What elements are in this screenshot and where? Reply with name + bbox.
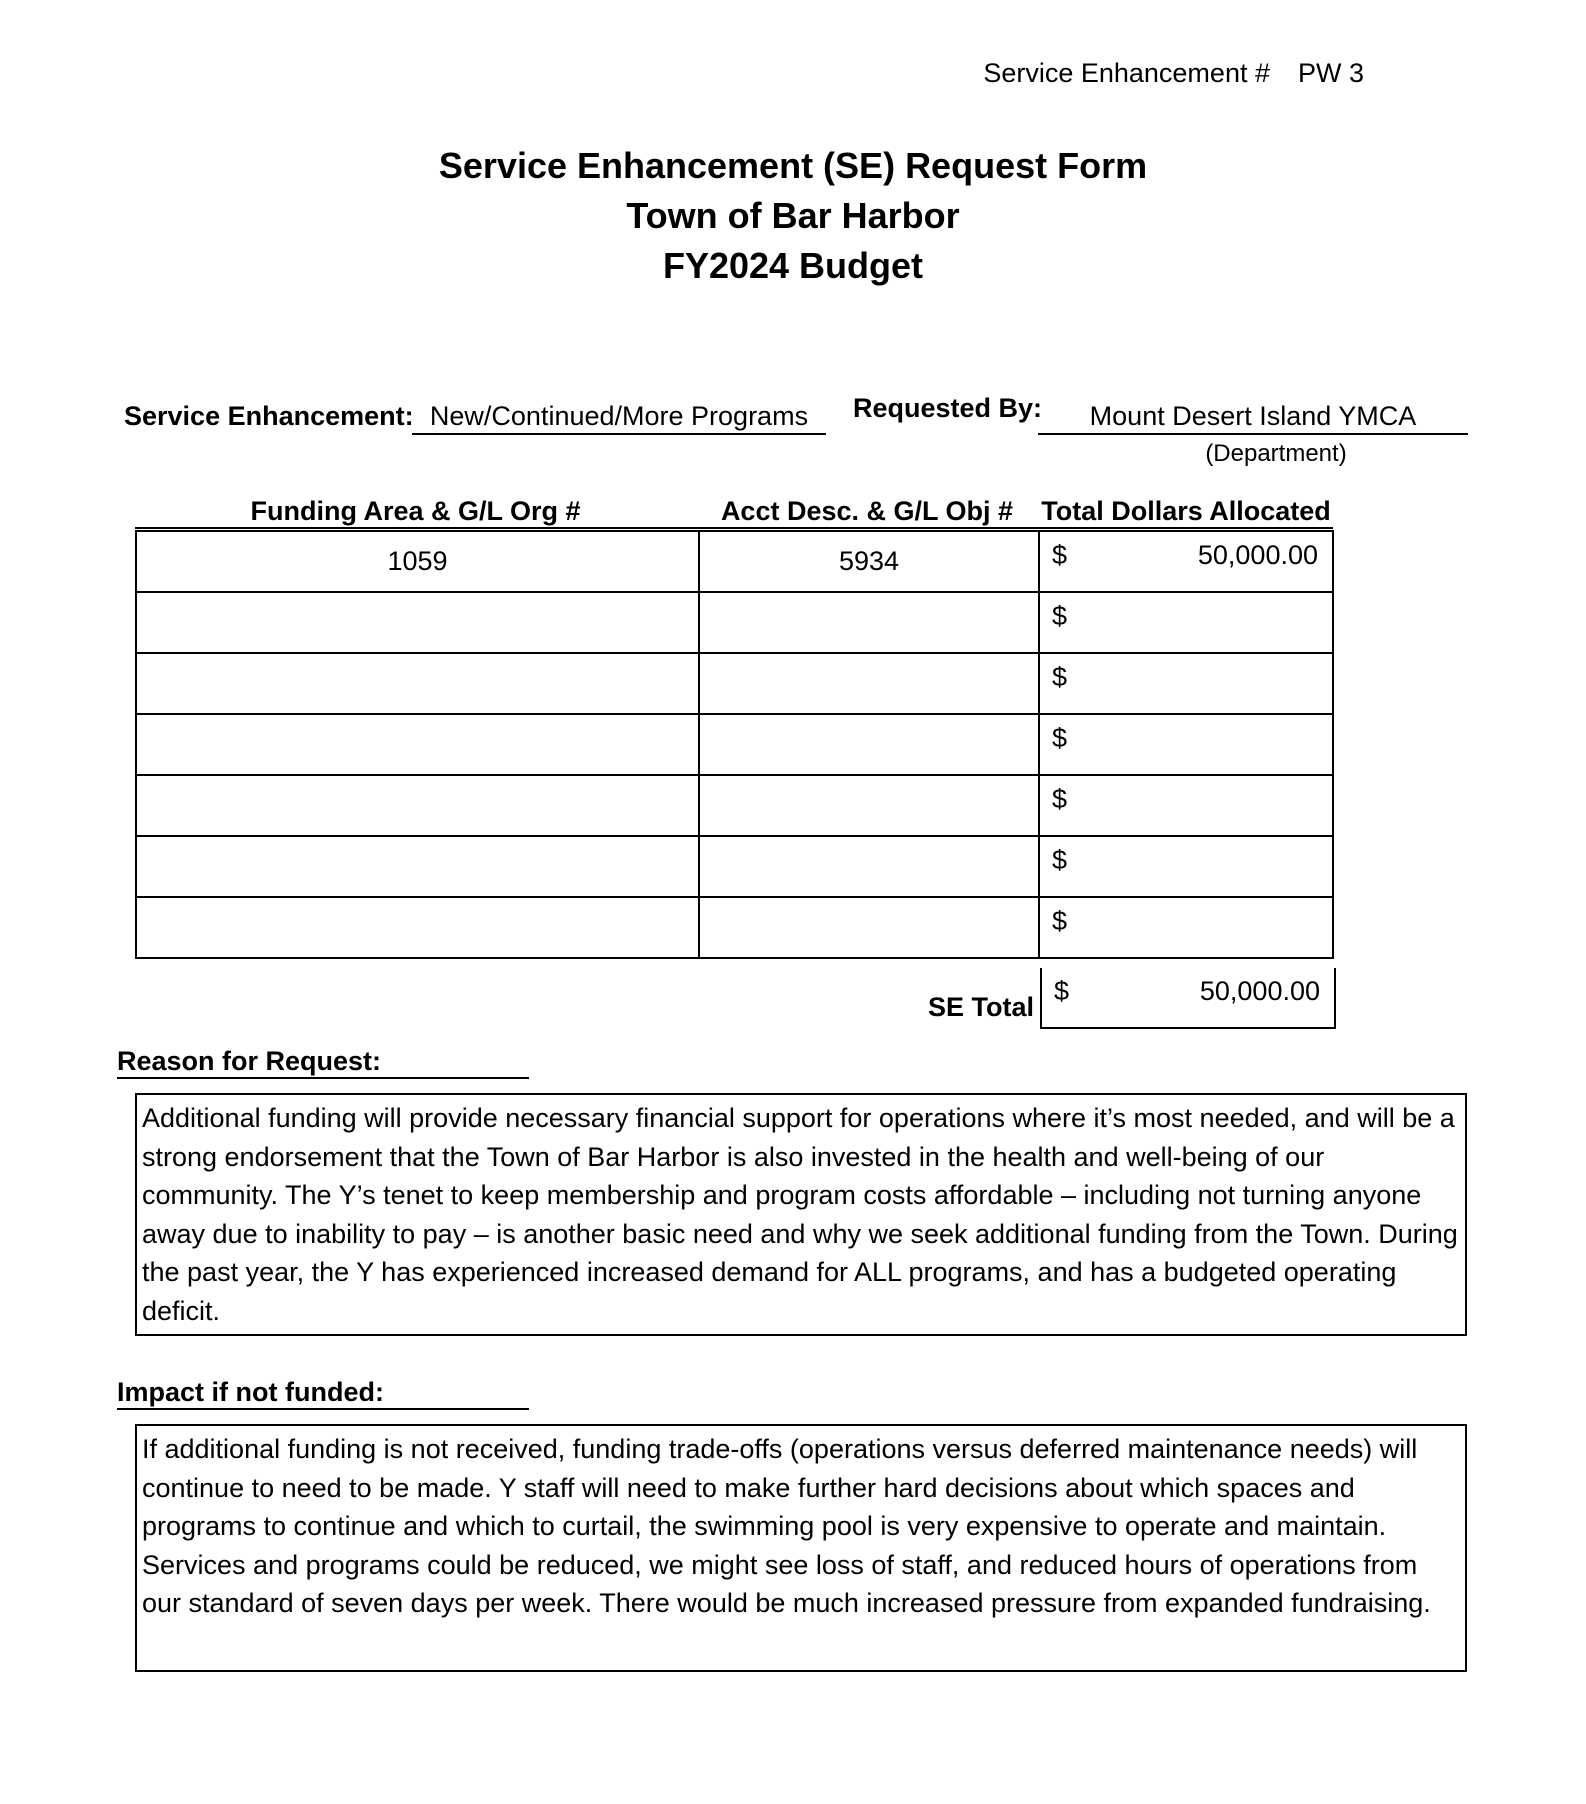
impact-textbox[interactable]: If additional funding is not received, funding trade-offs (operations versus deferred maintenance needs) will continue to need to be made. Y staff will need to make further hard decisions about which spaces and programs to continue and which to curtail, the swimming pool is very expensive to operate and maintain. Services and programs could be reduced, we might see loss of staff, and reduced hours of operations from our standard of seven days per week. There would be much increased pressure from expanded fundraising. — [135, 1424, 1467, 1672]
obj-cell[interactable] — [699, 836, 1039, 897]
amount-cell[interactable] — [1039, 531, 1333, 592]
reason-label: Reason for Request: — [117, 1046, 382, 1076]
service-enhancement-label: Service Enhancement: — [124, 401, 414, 431]
form-title: Service Enhancement (SE) Request Form — [438, 145, 1148, 186]
department-caption: (Department) — [1205, 440, 1347, 467]
org-cell[interactable] — [136, 836, 699, 897]
table-row — [136, 897, 1333, 958]
dollar-sign: $ — [1052, 845, 1068, 875]
dollar-sign: $ — [1052, 601, 1068, 631]
requested-by-value[interactable]: Mount Desert Island YMCA — [1089, 401, 1417, 431]
reason-textbox[interactable]: Additional funding will provide necessary financial support for operations where it’s most needed, and will be a strong endorsement that the Town of Bar Harbor is also invested in the health and well-being of our community. The Y’s tenet to keep membership and program costs affordable – including not turning anyone away due to inability to pay – is another basic need and why we seek additional funding from the Town. During the past year, the Y has experienced increased demand for ALL programs, and has a budgeted operating deficit. — [135, 1093, 1467, 1336]
obj-cell[interactable] — [699, 592, 1039, 653]
se-number-label: Service Enhancement # — [983, 58, 1270, 88]
se-total-value: 50,000.00 — [1199, 976, 1320, 1006]
budget-year: FY2024 Budget — [662, 245, 924, 286]
se-number-value: PW 3 — [1297, 58, 1364, 88]
se-total-label: SE Total — [927, 992, 1034, 1022]
table-row — [136, 775, 1333, 836]
dollar-sign: $ — [1052, 662, 1068, 692]
obj-cell[interactable]: 5934 — [699, 531, 1039, 592]
dollar-sign: $ — [1052, 540, 1068, 570]
org-cell[interactable] — [136, 775, 699, 836]
amount-cell[interactable] — [1039, 775, 1333, 836]
amount-cell[interactable] — [1039, 653, 1333, 714]
org-cell[interactable] — [136, 653, 699, 714]
amount-cell[interactable] — [1039, 714, 1333, 775]
requested-by-underline — [1038, 433, 1468, 435]
se-total-cell — [1040, 968, 1336, 1029]
table-row — [136, 653, 1333, 714]
obj-cell[interactable] — [699, 775, 1039, 836]
table-header-rule — [135, 527, 1333, 529]
requested-by-label: Requested By: — [853, 393, 1043, 423]
amount-cell[interactable] — [1039, 897, 1333, 958]
impact-underline — [117, 1408, 529, 1410]
dollar-sign: $ — [1054, 976, 1070, 1006]
table-row — [136, 836, 1333, 897]
header-total-dollars: Total Dollars Allocated — [1041, 496, 1331, 526]
dollar-sign: $ — [1052, 906, 1068, 936]
amount-cell[interactable] — [1039, 592, 1333, 653]
reason-underline — [117, 1077, 529, 1079]
obj-cell[interactable] — [699, 897, 1039, 958]
dollar-sign: $ — [1052, 723, 1068, 753]
header-acct-desc: Acct Desc. & G/L Obj # — [720, 496, 1014, 526]
org-cell[interactable]: 1059 — [136, 531, 699, 592]
amount-cell[interactable] — [1039, 836, 1333, 897]
se-number — [983, 58, 1364, 89]
allocation-table — [135, 530, 1334, 959]
impact-label: Impact if not funded: — [117, 1377, 384, 1407]
amount-value: 50,000.00 — [1197, 540, 1318, 570]
town-name: Town of Bar Harbor — [626, 195, 960, 236]
dollar-sign: $ — [1052, 784, 1068, 814]
service-enhancement-value[interactable]: New/Continued/More Programs — [429, 401, 809, 431]
header-funding-area: Funding Area & G/L Org # — [250, 496, 581, 526]
table-row — [136, 531, 1333, 592]
service-enhancement-underline — [412, 433, 826, 435]
table-row — [136, 592, 1333, 653]
table-row — [136, 714, 1333, 775]
org-cell[interactable] — [136, 714, 699, 775]
org-cell[interactable] — [136, 592, 699, 653]
obj-cell[interactable] — [699, 714, 1039, 775]
obj-cell[interactable] — [699, 653, 1039, 714]
org-cell[interactable] — [136, 897, 699, 958]
